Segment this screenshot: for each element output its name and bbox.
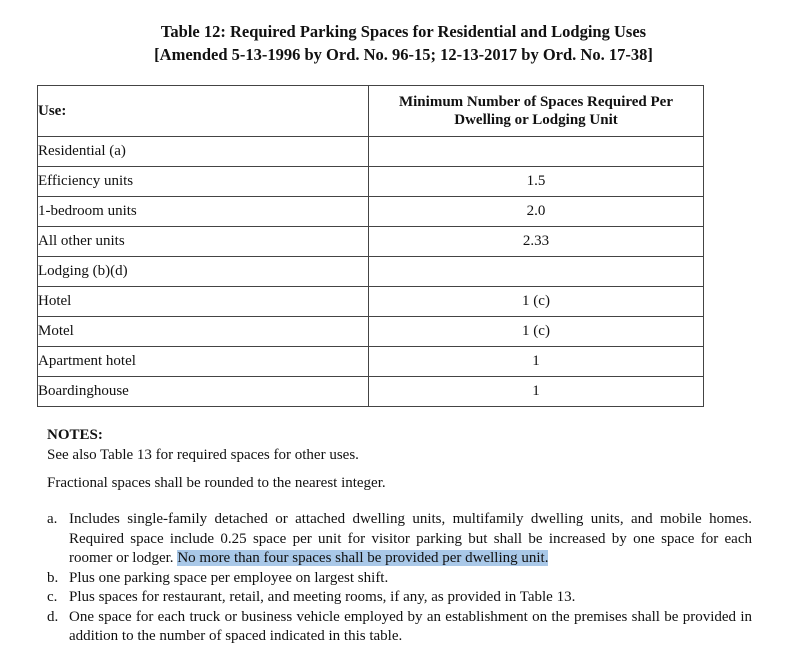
footnote-text: One space for each truck or business vehicle employed by an establishment on the premises shall be provided in addition to the number of spaced indicated in this table. [69,608,752,644]
footnote-b [47,569,752,589]
footnote-text: Plus one parking space per employee on largest shift. [69,569,389,586]
table-row [38,377,704,407]
notes-line-2: Fractional spaces shall be rounded to the nearest integer. [47,475,386,491]
row-value [369,137,704,167]
row-value: 1 (c) [369,317,704,347]
footnote-a [47,510,752,569]
footnote-marker: d. [47,608,59,625]
table-row [38,287,704,317]
table-row [38,227,704,257]
row-value: 1 [369,347,704,377]
table-row [38,317,704,347]
table-title [0,20,807,66]
row-use: All other units [38,227,369,257]
table-row [38,167,704,197]
footnote-d [47,608,752,647]
row-value: 1 (c) [369,287,704,317]
title-line-1: Table 12: Required Parking Spaces for Residential and Lodging Uses [160,22,647,41]
row-use: Boardinghouse [38,377,369,407]
table-row [38,257,704,287]
notes-heading: NOTES: [47,427,103,443]
row-value: 2.0 [369,197,704,227]
highlighted-text[interactable]: No more than four spaces shall be provided per dwelling unit. [177,550,549,566]
row-use: Apartment hotel [38,347,369,377]
notes-section [47,425,757,501]
table-header-row [38,86,704,137]
table-row [38,137,704,167]
footnote-text: Includes single-family detached or attached dwelling units, multifamily dwelling units, and mobile homes. Required space include 0.25 space per unit for visitor parking but shall be increased by one space for each roomer or lodger. [69,511,752,566]
row-value: 1 [369,377,704,407]
row-use: Hotel [38,287,369,317]
table-row [38,197,704,227]
row-use: 1-bedroom units [38,197,369,227]
row-use: Lodging (b)(d) [38,257,369,287]
row-use: Efficiency units [38,167,369,197]
row-value: 2.33 [369,227,704,257]
footnote-marker: b. [47,569,59,586]
row-use: Motel [38,317,369,347]
footnote-marker: a. [47,511,58,527]
parking-table [37,85,704,407]
notes-line-1: See also Table 13 for required spaces for other uses. [47,447,359,463]
row-value: 1.5 [369,167,704,197]
footnote-list [47,510,752,647]
header-min-spaces: Minimum Number of Spaces Required Per Dwelling or Lodging Unit [369,86,704,137]
row-use: Residential (a) [38,137,369,167]
title-line-2: [Amended 5-13-1996 by Ord. No. 96-15; 12-13-2017 by Ord. No. 17-38] [154,45,653,64]
footnote-marker: c. [47,589,58,605]
header-use: Use: [38,86,369,137]
footnote-text: Plus spaces for restaurant, retail, and meeting rooms, if any, as provided in Table 13. [69,589,576,605]
table-row [38,347,704,377]
footnote-c [47,588,752,608]
row-value [369,257,704,287]
